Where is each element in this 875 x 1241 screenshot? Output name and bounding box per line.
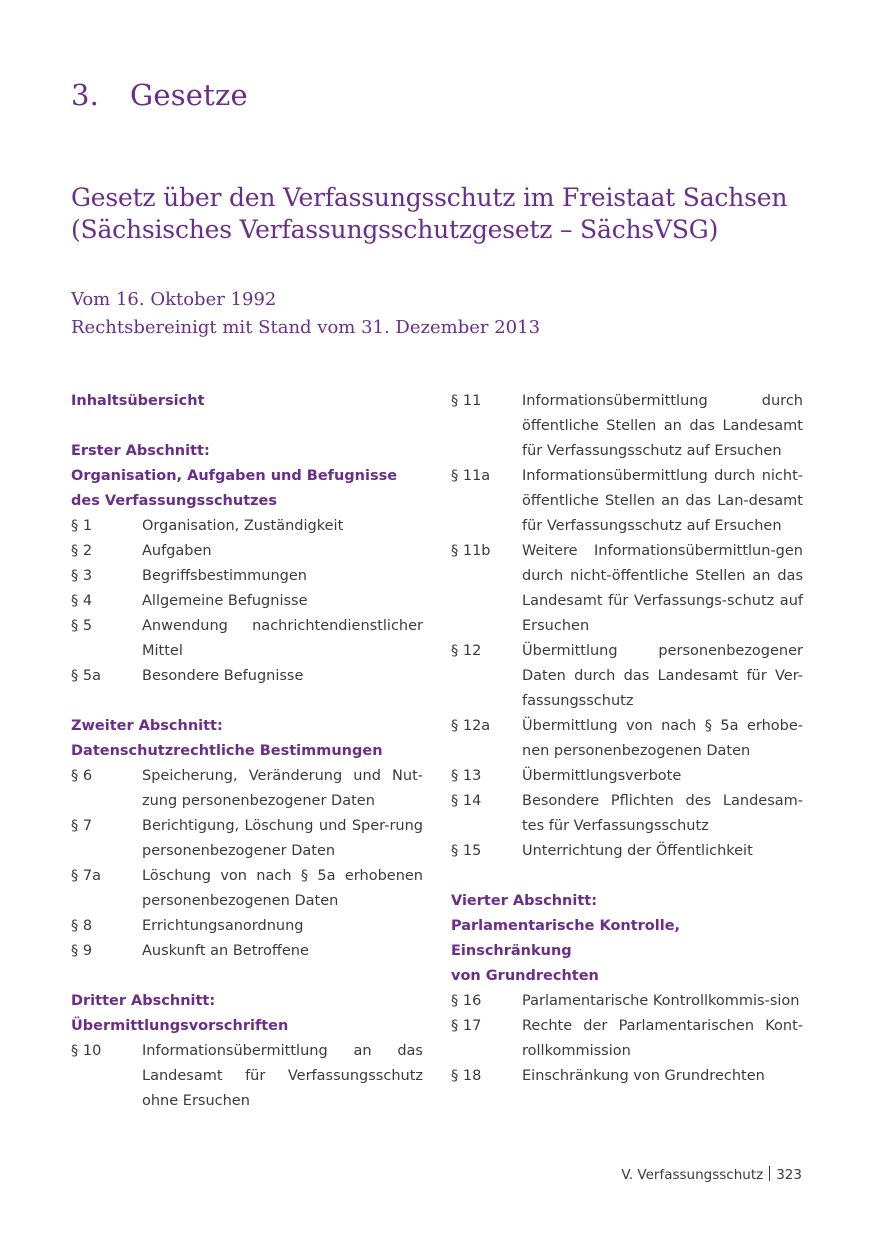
paragraph-title: Einschränkung von Grundrechten: [522, 1068, 765, 1084]
toc-entry: [71, 914, 423, 939]
toc-entry: [71, 814, 423, 864]
paragraph-number: § 7: [71, 818, 93, 834]
section-2-entries: [71, 764, 423, 964]
section-2-title: Datenschutzrechtliche Bestimmungen: [71, 743, 383, 759]
toc-entry: [451, 764, 803, 789]
paragraph-number: § 18: [451, 1068, 482, 1084]
paragraph-number: § 2: [71, 543, 93, 559]
toc-entry: [451, 989, 803, 1014]
paragraph-number: § 11: [451, 393, 482, 409]
section-1-entries: [71, 514, 423, 689]
footer-section: V. Verfassungsschutz: [621, 1167, 764, 1183]
paragraph-title: Speicherung, Veränderung und Nut-zung personenbezogener Daten: [142, 768, 423, 809]
chapter-title: Gesetze: [130, 78, 248, 112]
toc-entry: [451, 1014, 803, 1064]
section-1-label: Erster Abschnitt:: [71, 443, 210, 459]
toc-entry: [451, 789, 803, 839]
paragraph-number: § 7a: [71, 868, 101, 884]
paragraph-title: Übermittlung von nach § 5a erhobe-nen personenbezogenen Daten: [522, 718, 803, 759]
paragraph-number: § 9: [71, 943, 93, 959]
toc-entry: [71, 939, 423, 964]
law-revision: Rechtsbereinigt mit Stand vom 31. Dezember 2013: [71, 317, 541, 338]
paragraph-title: Informationsübermittlung an das Landesamt für Verfassungsschutz ohne Ersuchen: [142, 1043, 423, 1109]
toc-entry: [451, 1064, 803, 1089]
toc-entry: [451, 464, 803, 539]
paragraph-title: Weitere Informationsübermittlun-gen durch nicht-öffentliche Stellen an das Landesamt für Verfassungs-schutz auf Ersuchen: [522, 543, 803, 634]
paragraph-number: § 13: [451, 768, 482, 784]
paragraph-title: Anwendung nachrichtendienstlicher Mittel: [142, 618, 423, 659]
paragraph-title: Informationsübermittlung durch öffentliche Stellen an das Landesamt für Verfassungsschutz auf Ersuchen: [522, 393, 803, 459]
section-4-title-line-1: Parlamentarische Kontrolle, Einschränkung: [451, 918, 681, 959]
paragraph-title: Errichtungsanordnung: [142, 918, 304, 934]
paragraph-number: § 3: [71, 568, 93, 584]
section-1-title-line-2: des Verfassungsschutzes: [71, 493, 278, 509]
paragraph-number: § 12: [451, 643, 482, 659]
section-4-title-line-2: von Grundrechten: [451, 968, 599, 984]
toc-entry: [451, 639, 803, 714]
toc-entry: [71, 539, 423, 564]
law-date: Vom 16. Oktober 1992: [71, 289, 277, 310]
paragraph-number: § 5: [71, 618, 93, 634]
paragraph-number: § 4: [71, 593, 93, 609]
section-1-title-line-1: Organisation, Aufgaben und Befugnisse: [71, 468, 398, 484]
paragraph-number: § 14: [451, 793, 482, 809]
law-title: [71, 182, 811, 246]
toc-entry: [71, 514, 423, 539]
paragraph-title: Organisation, Zuständigkeit: [142, 518, 344, 534]
paragraph-title: Parlamentarische Kontrollkommis-sion: [522, 993, 800, 1009]
paragraph-title: Unterrichtung der Öffentlichkeit: [522, 843, 753, 859]
toc-entry: [71, 589, 423, 614]
paragraph-number: § 6: [71, 768, 93, 784]
toc-entry: [451, 839, 803, 864]
page-number: 323: [776, 1167, 802, 1183]
toc-entry: [71, 764, 423, 814]
chapter-heading: [71, 78, 248, 112]
toc-entry: [451, 539, 803, 639]
chapter-number: 3.: [71, 78, 100, 112]
paragraph-number: § 10: [71, 1043, 102, 1059]
paragraph-number: § 8: [71, 918, 93, 934]
paragraph-title: Löschung von nach § 5a erhobenen personenbezogenen Daten: [142, 868, 423, 909]
law-title-line-1: Gesetz über den Verfassungsschutz im Freistaat Sachsen: [71, 183, 788, 212]
paragraph-title: Allgemeine Befugnisse: [142, 593, 308, 609]
paragraph-number: § 11b: [451, 543, 491, 559]
paragraph-number: § 11a: [451, 468, 491, 484]
paragraph-number: § 12a: [451, 718, 491, 734]
section-3-label: Dritter Abschnitt:: [71, 993, 216, 1009]
toc-entry: [71, 1039, 423, 1114]
paragraph-title: Übermittlung personenbezogener Daten durch das Landesamt für Ver-fassungsschutz: [522, 643, 803, 709]
section-3-entries-part-2: [451, 389, 803, 864]
paragraph-title: Aufgaben: [142, 543, 212, 559]
toc-entry: [71, 664, 423, 689]
toc-entry: [71, 864, 423, 914]
law-dates: [71, 286, 540, 342]
section-3-title: Übermittlungsvorschriften: [71, 1018, 289, 1034]
paragraph-title: Übermittlungsverbote: [522, 768, 682, 784]
paragraph-number: § 5a: [71, 668, 101, 684]
section-2-label: Zweiter Abschnitt:: [71, 718, 223, 734]
paragraph-number: § 17: [451, 1018, 482, 1034]
paragraph-title: Rechte der Parlamentarischen Kont-rollkommission: [522, 1018, 803, 1059]
page-footer: [621, 1166, 802, 1183]
paragraph-number: § 15: [451, 843, 482, 859]
section-4-entries: [451, 989, 803, 1089]
paragraph-title: Berichtigung, Löschung und Sper-rung personenbezogener Daten: [142, 818, 423, 859]
paragraph-title: Besondere Pflichten des Landesam-tes für Verfassungsschutz: [522, 793, 803, 834]
paragraph-title: Begriffsbestimmungen: [142, 568, 307, 584]
toc-heading: Inhaltsübersicht: [71, 393, 205, 409]
toc-entry: [451, 389, 803, 464]
paragraph-title: Auskunft an Betroffene: [142, 943, 309, 959]
toc-column-right: [451, 389, 803, 1089]
toc-entry: [451, 714, 803, 764]
paragraph-title: Besondere Befugnisse: [142, 668, 304, 684]
footer-separator: [769, 1166, 770, 1181]
paragraph-title: Informationsübermittlung durch nicht-öffentliche Stellen an das Lan-desamt für Verfassungsschutz auf Ersuchen: [522, 468, 803, 534]
toc-entry: [71, 564, 423, 589]
paragraph-number: § 16: [451, 993, 482, 1009]
law-title-line-2: (Sächsisches Verfassungsschutzgesetz – SächsVSG): [71, 215, 719, 244]
section-4-label: Vierter Abschnitt:: [451, 893, 597, 909]
section-3-entries-part-1: [71, 1039, 423, 1114]
paragraph-number: § 1: [71, 518, 93, 534]
toc-entry: [71, 614, 423, 664]
toc-column-left: [71, 389, 423, 1114]
